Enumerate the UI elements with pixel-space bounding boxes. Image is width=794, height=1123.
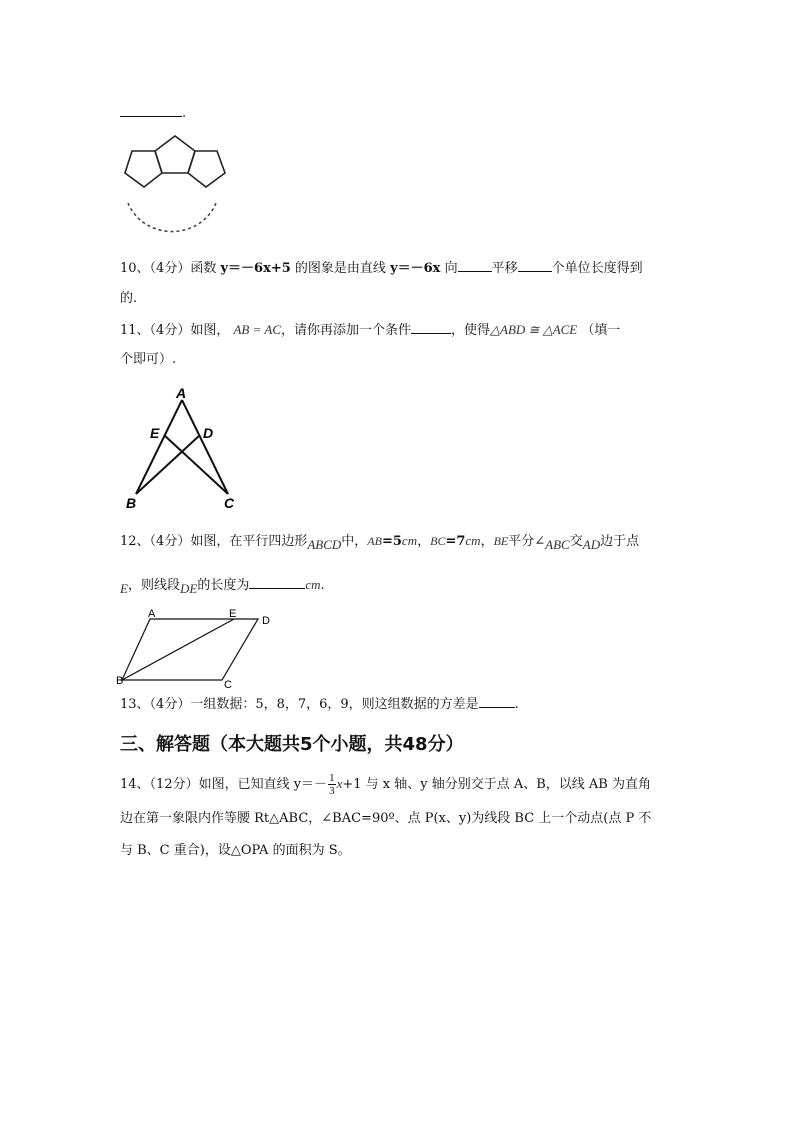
label-E: E	[150, 425, 160, 441]
q14-prefix: 14、（12分）如图，已知直线 y＝－	[120, 777, 328, 792]
q9-answer-line	[120, 104, 186, 123]
q11-line1	[120, 321, 620, 340]
label-D: D	[262, 615, 270, 627]
q13-end: .	[514, 697, 519, 712]
q12-sep: ，	[480, 534, 494, 549]
q12-de: DE	[179, 581, 198, 596]
q11-congruence: △ABD ≅ △ACE	[490, 322, 578, 337]
parallelogram-ABCD	[122, 619, 258, 680]
q12-parallelogram-figure	[116, 604, 286, 690]
q10-blank-direction	[458, 259, 492, 272]
q12-angle: ABC	[545, 537, 570, 552]
q12-ab: AB	[367, 534, 382, 548]
q12-unit: cm	[305, 577, 321, 592]
label-D: D	[203, 425, 214, 441]
q11-text: ，请你再添加一个条件	[281, 323, 412, 338]
q14-text: +1 与 x 轴、y 轴分别交于点 A、B，以线 AB 为直角	[342, 777, 651, 792]
section-heading: 三、解答题（本大题共5个小题，共48分）	[120, 734, 464, 755]
q12-shape: ABCD	[307, 537, 342, 552]
label-A: A	[176, 385, 187, 401]
q10-text: 向	[444, 261, 458, 276]
q10-text: 平移	[491, 261, 518, 276]
q12-be: BE	[493, 534, 509, 548]
q10-line2-text: 的.	[120, 291, 138, 306]
label-A: A	[148, 608, 156, 620]
q10-text: 的图象是由直线	[294, 261, 386, 276]
q12-end: .	[320, 578, 325, 593]
q11-line2	[120, 351, 176, 369]
q12-ad: AD	[582, 537, 601, 552]
q10-text: 个单位长度得到	[551, 261, 643, 276]
segment-CE	[164, 435, 228, 494]
segment-BE	[122, 619, 234, 680]
q12-text: 的长度为	[197, 578, 250, 593]
q11-line2-text: 个即可）.	[120, 352, 177, 367]
q13-blank	[479, 695, 515, 708]
q14-line1	[120, 772, 651, 797]
q10-function: y＝－6x+5	[220, 261, 291, 276]
q9-tail: .	[182, 106, 187, 121]
q10-prefix: 10、（4分）函数	[120, 261, 217, 276]
segment-BD	[136, 435, 200, 494]
q11-blank	[411, 321, 451, 334]
label-C: C	[224, 495, 235, 511]
q12-line1	[120, 532, 639, 551]
q14-line3	[120, 842, 351, 860]
dashed-arc	[128, 203, 216, 232]
q11-text: ，使得	[451, 323, 491, 338]
q10-line2	[120, 290, 137, 308]
q14-line2-text: 边在第一象限内作等腰 Rt△ABC，∠BAC=90º、点 P(x、y)为线段 BC 上一个动点(点 P 不	[120, 811, 652, 826]
q12-blank	[249, 576, 305, 589]
q12-text: 边于点	[600, 534, 640, 549]
q12-line2	[120, 576, 325, 595]
label-B: B	[116, 675, 124, 687]
q12-bc: BC	[430, 534, 446, 548]
q14-line3-text: 与 B、C 重合)，设△OPA 的面积为 S。	[120, 843, 351, 858]
q9-blank	[120, 104, 182, 117]
q9-pentagon-figure	[118, 130, 230, 248]
q12-prefix: 12、（4分）如图，在平行四边形	[120, 534, 308, 549]
label-C: C	[224, 679, 232, 690]
q14-x: x	[336, 776, 343, 791]
q10-blank-units	[518, 259, 552, 272]
q12-sep: ，	[417, 534, 431, 549]
q12-e: E	[120, 581, 128, 596]
q14-frac-num: 1	[329, 772, 335, 784]
segment-AC	[182, 400, 228, 494]
q12-text: ，则线段	[127, 578, 180, 593]
label-B: B	[126, 495, 137, 511]
label-E: E	[229, 608, 237, 620]
q12-unit: cm	[465, 533, 481, 548]
q12-text: 平分∠	[508, 534, 546, 549]
q13-line	[120, 695, 519, 714]
q12-text: 交	[569, 534, 583, 549]
q14-fraction	[328, 772, 336, 797]
pentagon-right	[188, 151, 225, 187]
q11-condition: AB = AC	[233, 322, 281, 337]
q13-text: 13、（4分）一组数据：5，8，7，6，9，则这组数据的方差是	[120, 697, 479, 712]
q11-triangle-figure	[120, 384, 250, 514]
q12-ab-value: =5	[381, 534, 402, 549]
q10-line-eq: y＝－6x	[390, 261, 441, 276]
q10-line1	[120, 259, 643, 278]
q11-prefix: 11、（4分）如图，	[120, 323, 230, 338]
q12-text: 中，	[341, 534, 368, 549]
q14-frac-den: 3	[329, 785, 335, 797]
q14-line2	[120, 810, 651, 828]
q11-text: （填一	[581, 323, 621, 338]
segment-AB	[136, 400, 182, 494]
q12-unit: cm	[401, 533, 418, 548]
q12-bc-value: =7	[445, 534, 466, 549]
